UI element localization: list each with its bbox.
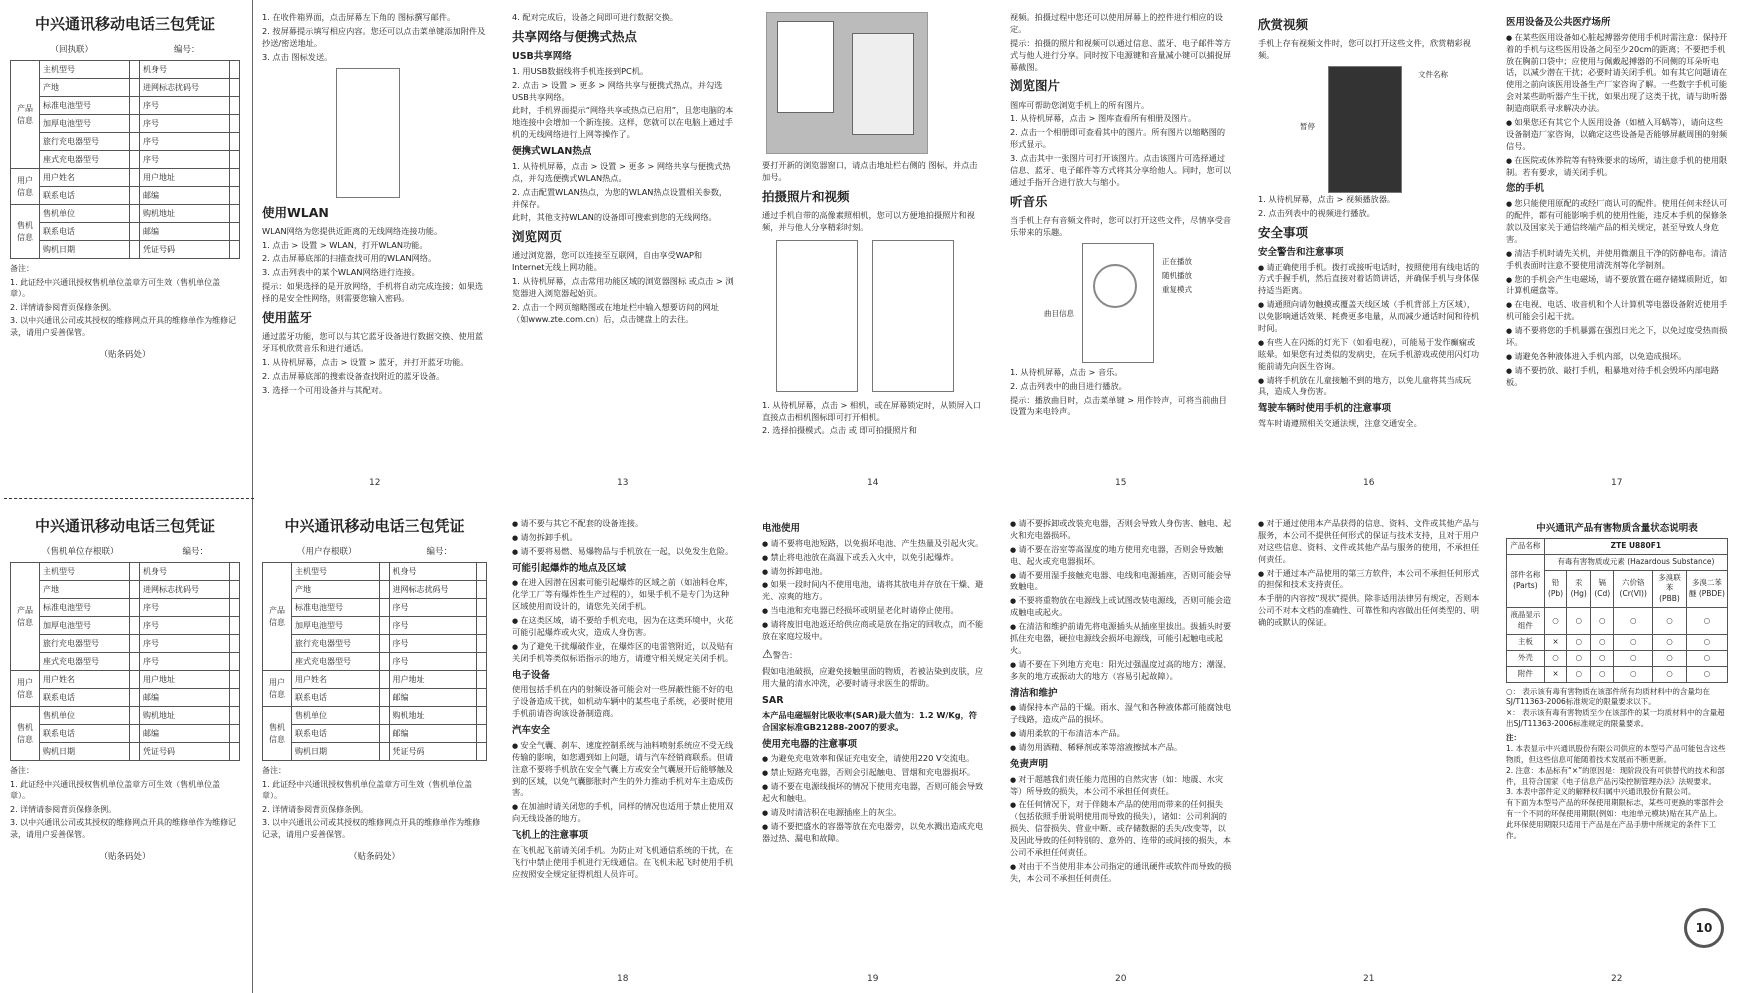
page-18: ● 请不要与其它不配套的设备连接。 ● 请勿拆卸手机。 ● 请不要将易燃、易爆物品与手机放在一起，以免发生危险。 可能引起爆炸的地点及区域 ● 在进入因潜在因素可能引起爆炸的区域之前（如油料仓库，化学工厂等有爆炸性生产过程的），如果手机不是专门为这种区域使用而设计的，请您先关闭手机。 ● 在这类区域，请不要给手机充电，因为在这类环境中，火花可能引起爆炸或火灾，造成人身伤害。 ● 为了避免干扰爆破作业，在爆炸区的电雷管附近，以及贴有关闭手机等类似标语指示的地方，请遵守相关规定关闭手机。 电子设备 使用包括手机在内的射频设备可能会对一些屏蔽性能不好的电子设备造成干扰，如机动车辆中的某些电子系统，必要时使用手机前请咨询该设备制造商。 汽车安全 ● 安全气囊、刹车、速度控制系统与油料喷射系统应不受无线传输的影响，如您遇到如上问题，请与汽车经销商联系。但请注意不要将手机放在安全气囊上方或安全气囊展开后能够触及到的区域，以免气囊膨胀时产生的外力推动手机对车主造成伤害。 ● 在加油时请关闭您的手机，同样的情况也适用于禁止使用双向无线设备的地方。 飞机上的注意事项 在飞机起飞前请关闭手机。为防止对飞机通信系统的干扰，在飞行中禁止使用手机进行无线通信。在飞机未起飞时使用手机应按照安全规定征得机组人员许可。 — [512, 518, 734, 968]
field-label: 主机型号 — [40, 61, 130, 79]
page-number: 18 — [617, 974, 629, 984]
camera-video-screen-image — [872, 240, 954, 392]
page-15: 视频。拍摄过程中您还可以使用屏幕上的控件进行相应的设定。 提示：拍摄的照片和视频可以通过信息、蓝牙、电子邮件等方式与他人进行分享。同时按下电源键和音量减小键可以捕捉屏幕截图。 浏览图片 图库可帮助您浏览手机上的所有图片。 1. 从待机屏幕，点击 > 图库查看所有相册及图片。 2. 点击一个相册即可查看其中的图片。所有图片以缩略图的形式显示。 3. 点击其中一张图片可打开该图片。点击该图片可选择通过信息、蓝牙、电子邮件等方式将其分享给他人。同时，您可以通过手指开合进行放大与缩小。 听音乐 当手机上存有音频文件时，您可以打开这些文件，尽情享受音乐带来的乐趣。 正在播放 随机播放 重复模式 曲目信息 1. 从待机屏幕，点击 > 音乐。 2. 点击列表中的曲目进行播放。 提示：播放曲目时，点击菜单键 > 用作铃声，可将当前曲目设置为来电铃声。 — [1010, 12, 1232, 417]
field-label: 序号 — [140, 115, 230, 133]
warranty-title: 中兴通讯移动电话三包凭证 — [284, 517, 465, 535]
fold-line — [252, 0, 253, 993]
section-title: 浏览网页 — [512, 229, 563, 245]
page-number: 16 — [1363, 478, 1375, 488]
section-title: 使用蓝牙 — [262, 310, 313, 326]
camera-photo-screen-image — [776, 240, 858, 392]
field-label: 旅行充电器型号 — [40, 133, 130, 151]
field-value — [130, 61, 140, 79]
barcode-area: （贴条码处） — [99, 349, 151, 360]
section-title: 拍摄照片和视频 — [762, 188, 850, 204]
field-label: 用户姓名 — [40, 169, 130, 187]
page-17: 医用设备及公共医疗场所 ● 在某些医用设备如心脏起搏器旁使用手机时需注意：保持开着的手机与这些医用设备之间至少20cm的距离；不要把手机放在胸前口袋中；应使用与佩戴起搏器的不同侧的耳朵听电话，以减少潜在干扰；必要时请关闭手机。如有其它问题请在使用之前向该医用设备生产厂家咨询了解。一些数字手机可能会对某些助听器产生干扰，如果出现了这类干扰，请与助听器制造商联系寻求解决办法。 ● 如果您还有其它个人医用设备（如植入耳蜗等），请向这些设备制造厂家咨询，以确定这些设备是否能够屏蔽周围的射频信号。 ● 在医院或休养院等有特殊要求的场所，请注意手机的使用限制。若有要求，请关闭手机。 您的手机 ● 您只能使用原配的或经厂商认可的配件。使用任何未经认可的配件，都有可能影响手机的使用性能，违反本手机的保修条款以及国家关于通信终端产品的相关规定，甚至导致人身危害。 ● 清洁手机时请先关机，并使用微潮且干净的防静电布。清洁手机表面时注意不要使用清洗剂等化学制剂。 ● 您的手机会产生电磁场，请不要放置在磁存储媒质附近，如计算机磁盘等。 ● 在电视、电话、收音机和个人计算机等电器设备附近使用手机可能会引起干扰。 ● 请不要将您的手机暴露在强烈日光之下，以免过度受热而损坏。 ● 请避免各种液体进入手机内部，以免造成损坏。 ● 请不要扔放、敲打手机，粗暴地对待手机会毁坏内部电路板。 — [1506, 12, 1728, 452]
page-number: 14 — [867, 478, 879, 488]
section-title: 欣赏视频 — [1258, 17, 1309, 32]
warranty-title: 中兴通讯移动电话三包凭证 — [34, 517, 215, 535]
field-label: 售机单位 — [40, 205, 130, 223]
group-label: 产品信息 — [11, 61, 40, 169]
page-13: 4. 配对完成后，设备之间即可进行数据交换。 共享网络与便携式热点 USB共享网络 1. 用USB数据线将手机连接到PC机。 2. 点击 > 设置 > 更多 > 网络共享与便携式热点，并勾选USB共享网络。 此时，手机界面提示“网络共享或热点已启用”，且您电脑的本地连接中会增加一个新连接。这样，您就可以在电脑上通过手机的无线网络进行上网等操作了。 便携式WLAN热点 1. 从待机屏幕，点击 > 设置 > 更多 > 网络共享与便携式热点，并勾选便携式WLAN热点。 2. 点击配置WLAN热点，为您的WLAN热点设置相关参数，并保存。 此时，其他支持WLAN的设备即可搜索到您的无线网络。 浏览网页 通过浏览器，您可以连接至互联网，自由享受WAP和Internet无线上网功能。 1. 从待机屏幕，点击常用功能区域的浏览器图标 或点击 > 浏览器进入浏览器起始页。 2. 点击一个网页缩略图或在地址栏中输入想要访问的网址（如www.zte.com.cn）后，点击键盘上的去往。 — [512, 12, 734, 324]
music-player-image — [1082, 243, 1154, 363]
recycle-10-icon: 10 — [1684, 908, 1724, 948]
page-number: 15 — [1115, 478, 1127, 488]
field-label: 加厚电池型号 — [40, 115, 130, 133]
hazardous-substance-table: 产品名称 ZTE U880F1 部件名称 (Parts) 有毒有害物质或元素 (Hazardous Substance) 铅 (Pb) 汞 (Hg) 镉 (Cd) 六价铬 (Cr(VI)) 多溴联苯 (PBB) 多溴二苯醚 (PBDE) 液晶显示组件 ○ ○ ○ ○ ○ ○ 主板 × ○ ○ ○ ○ ○ 外壳 ○ ○ ○ ○ ○ ○ 附件 × ○ ○ ○ ○ ○ — [1506, 538, 1728, 683]
page-number: 19 — [867, 974, 879, 984]
notes: 备注： 1. 此证经中兴通讯授权售机单位盖章方可生效（售机单位盖章）。 2. 详情请参阅背页保修条例。 3. 以中兴通讯公司或其授权的维修网点开具的维修单作为维修记录，请用户妥善保管。 — [10, 766, 237, 840]
field-label: 用户地址 — [140, 169, 230, 187]
warning-icon: ⚠ — [762, 646, 773, 661]
barcode-area: （贴条码处） — [99, 851, 151, 862]
page-20: ● 请不要拆卸或改装充电器，否则会导致人身伤害、触电、起火和充电器损坏。 ● 请不要在浴室等高湿度的地方使用充电器，否则会导致触电、起火或充电器损坏。 ● 请不要用湿手接触充电器、电线和电源插座，否则可能会导致触电。 ● 不要将重物放在电源线上或试图改装电源线，否则可能会造成触电或起火。 ● 在清洁和维护前请先将电源插头从插座里拔出。拔插头时要抓住充电器，硬拉电源线会损坏电源线，可能引起触电或起火。 ● 请不要在下列地方充电：阳光过强温度过高的地方；潮湿、多灰的地方或振动大的地方（容易引起故障）。 清洁和维护 ● 请保持本产品的干燥。雨水、湿气和各种液体都可能腐蚀电子线路，造成产品的损坏。 ● 请用柔软的干布清洁本产品。 ● 请勿用酒精、稀释剂或苯等溶液擦拭本产品。 免责声明 ● 对于超越我们责任能力范围的自然灾害（如：地震、水灾等）所导致的损失，本公司不承担任何责任。 ● 在任何情况下，对于伴随本产品的使用而带来的任何损失（包括依照手册说明使用而导致的损失），诸如：公司利润的损失、信誉损失、营业中断、或存储数据的丢失/改变等，以及因此导致的任何特别的、意外的、连带的或间接的损失，本公司不承担任何责任。 ● 对由于不当使用非本公司指定的通讯硬件或软件而导致的损失，本公司不承担任何责任。 — [1010, 518, 1232, 968]
field-label: 购机日期 — [40, 241, 130, 259]
warranty-card-user: 中兴通讯移动电话三包凭证 （用户存根联） 编号： 产品信息 主机型号 机身号 产地 进网标志扰码号 标准电池型号 序号 加厚电池型号 序号 旅行充电器型号 序号 座式充电器型号 序号 用户信息 用户姓名 用户地址 联系电话 邮编 售机信息 售机单位 购机地址 联系电话 邮编 购机日期 凭证号码 备注： 1. 此证经中兴通讯授权售机单位盖章方可生效（售机单位盖章）。 2. 详情请参阅背页保修条例。 3. 以中兴通讯公司或其授权的维修网点开具的维修单作为维修记录，请用户妥善保管。 （贴条码处） — [262, 510, 487, 950]
warranty-card-seller: 中兴通讯移动电话三包凭证 （售机单位存根联） 编号： 产品信息 主机型号 机身号 产地 进网标志扰码号 标准电池型号 序号 加厚电池型号 序号 旅行充电器型号 序号 座式充电器型号 序号 用户信息 用户姓名 用户地址 联系电话 邮编 售机信息 售机单位 购机地址 联系电话 邮编 购机日期 凭证号码 备注： 1. 此证经中兴通讯授权售机单位盖章方可生效（售机单位盖章）。 2. 详情请参阅背页保修条例。 3. 以中兴通讯公司或其授权的维修网点开具的维修单作为维修记录，请用户妥善保管。 （贴条码处） — [10, 510, 240, 950]
field-label: 标准电池型号 — [40, 97, 130, 115]
field-label: 凭证号码 — [140, 241, 230, 259]
number-label: 编号： — [173, 44, 200, 55]
field-label: 序号 — [140, 151, 230, 169]
field-label: 序号 — [140, 133, 230, 151]
warranty-card-top — [10, 8, 240, 488]
step: 3. 点击 图标发送。 — [262, 51, 333, 62]
page-number: 13 — [617, 478, 629, 488]
field-label: 机身号 — [140, 61, 230, 79]
group-label: 售机信息 — [11, 205, 40, 259]
cut-line — [4, 498, 254, 499]
step: 1. 在收件箱界面，点击屏幕左下角的 图标撰写邮件。 — [262, 12, 456, 22]
group-label: 用户信息 — [11, 169, 40, 205]
notes: 备注： 1. 此证经中兴通讯授权售机单位盖章方可生效（售机单位盖章）。 2. 详情请参阅背页保修条例。 3. 以中兴通讯公司或其授权的维修网点开具的维修单作为维修记录，请用户妥善保管。 — [10, 264, 237, 338]
field-label: 座式充电器型号 — [40, 151, 130, 169]
field-label: 邮编 — [140, 187, 230, 205]
page-14: 要打开新的浏览器窗口，请点击地址栏右侧的 图标，并点击加号。 拍摄照片和视频 通过手机自带的高像素照相机，您可以方便地拍摄照片和视频，并与他人分享精彩时刻。 1. 从待机屏幕，点击 > 相机，或在屏幕锁定时，从锁屏入口直接点击相机图标即可打开相机。 2. 选择拍摄模式。点击 或 即可拍摄照片和 — [762, 12, 984, 452]
section-title: 浏览图片 — [1010, 78, 1061, 94]
stub-label: （回执联） — [50, 44, 93, 55]
page-number: 22 — [1611, 974, 1623, 984]
warranty-table: 产品信息 主机型号 机身号 产地 进网标志扰码号 标准电池型号 序号 加厚电池型号 序号 旅行充电器型号 序号 座式充电器型号 序号 用户信息 用户姓名 用户地址 联系电话 邮编 售机信息 售机单位 购机地址 联系电话 邮编 购机日期 凭证号码 — [10, 562, 240, 761]
page-22: 中兴通讯产品有害物质含量状态说明表 产品名称 ZTE U880F1 部件名称 (Parts) 有毒有害物质或元素 (Hazardous Substance) 铅 (Pb) 汞 (Hg) 镉 (Cd) 六价铬 (Cr(VI)) 多溴联苯 (PBB) 多溴二苯醚 (PBDE) 液晶显示组件 ○ ○ ○ ○ ○ ○ 主板 × ○ ○ ○ ○ ○ 外壳 ○ ○ ○ ○ ○ ○ 附件 × ○ ○ ○ ○ ○ ○： 表示该有毒有害物质在该部件所有均质材料中的含量均在SJ/T11363-2006标准规定的限量要求以下。 ×： 表示该有毒有害物质至少在该部件的某一均质材料中的含量超出SJ/T11363-2006标准规定的限量要求。 注： 1. 本表显示中兴通讯股份有限公司供应的本型号产品可能包含这些物质，但这些信息可能随着技术发展而不断更新。 2. 注意：本品标有“×”的原因是：现阶段没有可供替代的技术和部件，且符合国家《电子信息产品污染控制管理办法》法规要求。 3. 本表中部件定义的解释权归属中兴通讯股份有限公司。 有下面为本型号产品的环保使用期限标志，某些可更换的零部件会有一个不同的环保使用期限(例如：电池单元模块)贴在其产品上。此环保使用期限只适用于产品是在产品手册中所规定的条件下工作。 10 — [1506, 518, 1728, 968]
page-number: 17 — [1611, 478, 1623, 488]
field-label: 购机地址 — [140, 205, 230, 223]
video-player-image — [1328, 66, 1402, 193]
section-title: 中兴通讯产品有害物质含量状态说明表 — [1536, 523, 1698, 534]
section-title: 听音乐 — [1010, 193, 1048, 209]
step: 2. 按屏幕提示填写相应内容。您还可以点击菜单键添加附件及抄送/密送地址。 — [262, 25, 486, 48]
page-21: ● 对于通过使用本产品获得的信息、资料、文件或其他产品与服务，本公司不提供任何形式的保证与技术支持，且对于用户对这些信息、资料、文件或其他产品与服务的使用，不承担任何责任。 ● 对于通过本产品使用的第三方软件，本公司不承担任何形式的担保和技术支持责任。 本手册的内容按“现状”提供。除非适用法律另有规定，否则本公司不对本文档的准确性、可靠性和内容做出任何类型的、明确的或默认的保证。 — [1258, 518, 1480, 968]
field-label: 序号 — [140, 97, 230, 115]
section-title: 安全事项 — [1258, 224, 1309, 240]
page-number: 21 — [1363, 974, 1375, 984]
notes: 备注： 1. 此证经中兴通讯授权售机单位盖章方可生效（售机单位盖章）。 2. 详情请参阅背页保修条例。 3. 以中兴通讯公司或其授权的维修网点开具的维修单作为维修记录，请用户妥善保管。 — [262, 766, 481, 840]
field-value — [230, 61, 240, 79]
warranty-title: 中兴通讯移动电话三包凭证 — [34, 15, 215, 33]
field-label: 产地 — [40, 79, 130, 97]
barcode-area: （贴条码处） — [348, 851, 400, 862]
page-number: 12 — [369, 478, 381, 488]
field-label: 联系电话 — [40, 187, 130, 205]
page-16: 欣赏视频 手机上存有视频文件时，您可以打开这些文件，欣赏精彩视频。 文件名称 暂停 1. 从待机屏幕，点击 > 视频播放器。 2. 点击列表中的视频进行播放。 安全事项 安全警告和注意事项 ● 请正确使用手机。拨打或接听电话时，按照使用有线电话的方式手握手机，然后直接对着话筒讲话，并确保手机与身体保持适当距离。 ● 请通照向请勿触摸或覆盖天线区域（手机背部上方区域），以免影响通话效果、耗费更多电量，从而减少通话时间和待机时间。 ● 有些人在闪烁的灯光下（如看电视），可能易于发作癫痫或眩晕。如果您有过类似的发病史，在玩手机游戏或使用闪灯功能前请先向医生咨询。 ● 请将手机放在儿童接触不到的地方，以免儿童将其当成玩具，造成人身伤害。 驾驶车辆时使用手机的注意事项 驾车时请遵照相关交通法规，注意交通安全。 — [1258, 12, 1480, 452]
section-title: 使用WLAN — [262, 204, 329, 220]
warranty-table — [10, 60, 240, 259]
email-screen-image — [336, 68, 400, 198]
field-label: 联系电话 — [40, 223, 130, 241]
section-title: 共享网络与便携式热点 — [512, 28, 638, 44]
page-19: 电池使用 ● 请不要将电池短路，以免损坏电池、产生热量及引起火灾。 ● 禁止将电池放在高温下或丢入火中，以免引起爆炸。 ● 请勿拆卸电池。 ● 如果一段时间内不使用电池，请将其放电并存放在干燥、避光、凉爽的地方。 ● 当电池和充电器已经损坏或明显老化时请停止使用。 ● 请将废旧电池返还给供应商或是放在指定的回收点，而不能放在家庭垃圾中。 ⚠警告： 假如电池破损，应避免接触里面的物质，若被沾染到皮肤，应用大量的清水冲洗，必要时请寻求医生的帮助。 SAR 本产品电磁辐射比吸收率(SAR)最大值为：1.2 W/Kg，符合国家标准GB21288-2007的要求。 使用充电器的注意事项 ● 为避免充电效率和保证充电安全，请使用220 V交流电。 ● 禁止短路充电器，否则会引起触电、冒烟和充电器损坏。 ● 请不要在电源线损坏的情况下使用充电器，否则可能会导致起火和触电。 ● 请及时清洁积在电源插座上的灰尘。 ● 请不要把盛水的容器等放在充电器旁，以免水溅出造成充电器过热、漏电和故障。 — [762, 518, 984, 968]
field-label: 进网标志扰码号 — [140, 79, 230, 97]
warranty-table: 产品信息 主机型号 机身号 产地 进网标志扰码号 标准电池型号 序号 加厚电池型号 序号 旅行充电器型号 序号 座式充电器型号 序号 用户信息 用户姓名 用户地址 联系电话 邮编 售机信息 售机单位 购机地址 联系电话 邮编 购机日期 凭证号码 — [262, 562, 487, 761]
page-12: 1. 在收件箱界面，点击屏幕左下角的 图标撰写邮件。 2. 按屏幕提示填写相应内容。您还可以点击菜单键添加附件及抄送/密送地址。 3. 点击 图标发送。 使用WLAN WLAN网络为您提供近距离的无线网络连接功能。 1. 点击 > 设置 > WLAN，打开WLAN功能。 2. 点击屏幕底部的扫描查找可用的WLAN网络。 3. 点击列表中的某个WLAN网络进行连接。 提示：如果选择的是开放网络，手机将自动完成连接；如果选择的是安全性网络，则需要您输入密码。 使用蓝牙 通过蓝牙功能，您可以与其它蓝牙设备进行数据交换、使用蓝牙耳机欣赏音乐和进行通话。 1. 从待机屏幕，点击 > 设置 > 蓝牙，并打开蓝牙功能。 2. 点击屏幕底部的搜索设备查找附近的蓝牙设备。 3. 选择一个可用设备并与其配对。 — [262, 12, 486, 395]
page-number: 20 — [1115, 974, 1127, 984]
browser-screenshot-image — [766, 12, 928, 154]
field-label: 邮编 — [140, 223, 230, 241]
